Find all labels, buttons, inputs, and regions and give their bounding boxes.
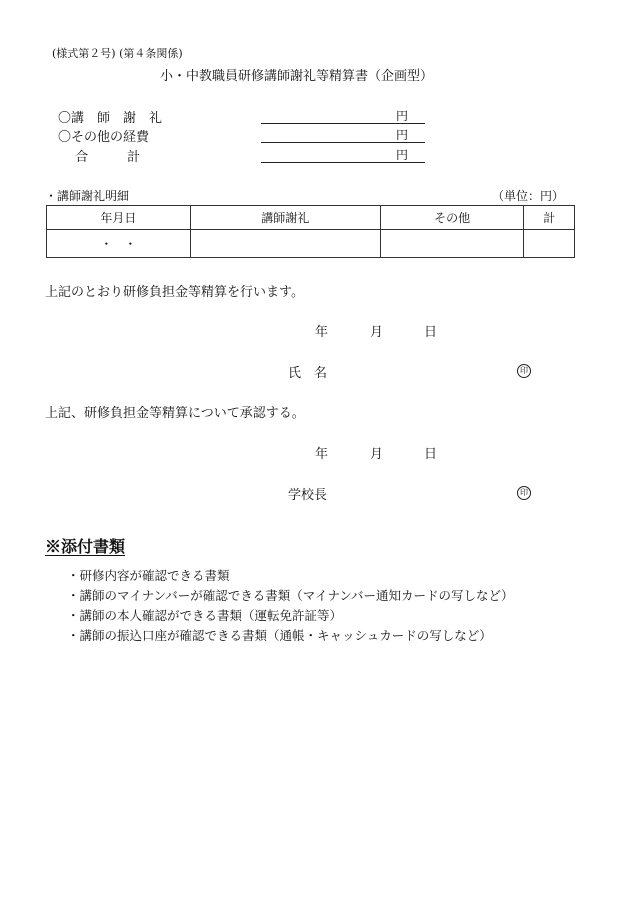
statement-submission: 上記のとおり研修負担金等精算を行います。: [45, 285, 304, 300]
date-cell[interactable]: ・ ・: [47, 230, 191, 258]
date-month-label: 月: [370, 325, 384, 340]
table-header-row: [47, 206, 575, 230]
document-title: 小・中教職員研修講師謝礼等精算書（企画型）: [160, 69, 434, 84]
seal-icon: 印: [517, 362, 531, 378]
unit-note: （単位：円）: [492, 189, 565, 203]
summary-label: 合 計: [58, 150, 141, 165]
attachment-item: ・講師のマイナンバーが確認できる書類（マイナンバー通知カードの写しなど）: [67, 588, 514, 603]
name-label: 氏 名: [288, 366, 328, 381]
yen-unit: 円: [396, 109, 409, 123]
principal-label: 学校長: [288, 488, 328, 503]
date-year-label: 年: [315, 325, 329, 340]
summary-row-total: [58, 146, 428, 164]
column-header-honorarium: 講師謝礼: [190, 206, 380, 230]
attachment-item: ・講師の振込口座が確認できる書類（通帳・キャッシュカードの写しなど）: [67, 628, 492, 643]
seal-icon: 印: [517, 484, 531, 500]
other-cell[interactable]: [380, 230, 524, 258]
column-header-total: 計: [524, 206, 575, 230]
table-row: [47, 230, 575, 258]
summary-row-honorarium: [58, 107, 428, 125]
column-header-other: その他: [380, 206, 524, 230]
attachment-item: ・研修内容が確認できる書類: [67, 568, 230, 583]
attachments-heading: ※添付書類: [45, 537, 126, 556]
statement-approval: 上記、研修負担金等精算について承認する。: [45, 406, 305, 421]
honorarium-detail-table: [46, 205, 575, 258]
form-id: (様式第２号) (第４条関係): [52, 47, 183, 60]
yen-unit: 円: [396, 148, 409, 162]
yen-unit: 円: [396, 128, 409, 142]
date-day-label: 日: [424, 325, 438, 340]
honorarium-cell[interactable]: [190, 230, 380, 258]
date-month-label: 月: [370, 447, 384, 462]
attachment-item: ・講師の本人確認ができる書類（運転免許証等）: [67, 608, 343, 623]
summary-label: 〇講 師 謝 礼: [58, 111, 163, 126]
date-year-label: 年: [315, 447, 329, 462]
detail-section-label: ・講師謝礼明細: [45, 189, 130, 203]
summary-label: 〇その他の経費: [58, 130, 150, 145]
summary-row-other-expenses: [58, 126, 428, 144]
date-day-label: 日: [424, 447, 438, 462]
total-cell[interactable]: [524, 230, 575, 258]
column-header-date: 年月日: [47, 206, 191, 230]
